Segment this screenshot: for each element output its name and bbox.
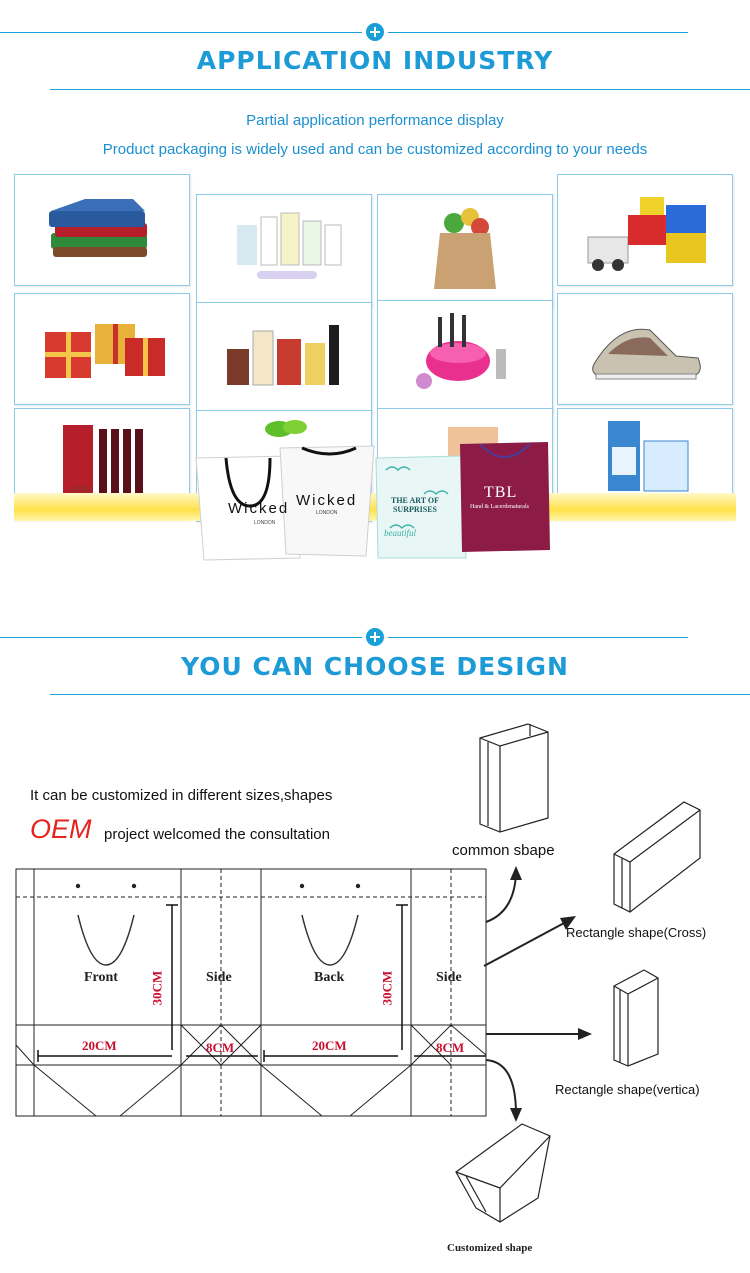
title-underline bbox=[50, 89, 750, 90]
top-rule-line-right bbox=[388, 32, 688, 33]
section-title-design: YOU CAN CHOOSE DESIGN bbox=[181, 652, 569, 681]
section-description: Product packaging is widely used and can be customized according to your needs bbox=[102, 141, 648, 158]
bag1-sub: LONDON bbox=[254, 520, 276, 526]
bag2-brand: Wicked bbox=[296, 492, 358, 509]
width-dimension-label: 20CM bbox=[312, 1038, 347, 1053]
grocery-bag-icon bbox=[378, 195, 553, 306]
plus-badge-icon bbox=[366, 628, 384, 646]
panel-label-front: Front bbox=[84, 970, 118, 985]
folded-clothes-icon bbox=[15, 175, 190, 286]
panel-label-back: Back bbox=[314, 970, 345, 985]
gift-boxes-icon bbox=[15, 294, 190, 405]
shape-caption-custom: Customized shape bbox=[447, 1242, 533, 1254]
bag3-script: beautiful bbox=[384, 528, 416, 538]
bag1-brand: Wicked bbox=[228, 500, 290, 517]
side-dimension-label: 8CM bbox=[436, 1040, 465, 1055]
application-tile bbox=[377, 194, 553, 306]
toy-blocks-icon bbox=[558, 175, 733, 286]
application-tile bbox=[196, 194, 372, 306]
application-tile bbox=[557, 174, 733, 286]
consultation-text: project welcomed the consultation bbox=[104, 826, 330, 843]
bag2-sub: LONDON bbox=[316, 510, 338, 516]
food-packages-icon bbox=[197, 303, 372, 414]
section2-underline bbox=[50, 694, 750, 695]
height-dimension-label: 30CM bbox=[379, 970, 395, 1006]
width-dimension-label: 20CM bbox=[82, 1038, 117, 1053]
application-tile bbox=[557, 293, 733, 405]
bag4-brand: TBL bbox=[484, 484, 518, 501]
section-title-application: APPLICATION INDUSTRY bbox=[196, 46, 554, 75]
panel-label-side: Side bbox=[436, 970, 462, 985]
bag4-sub: Hand & Lacerdenaturals bbox=[470, 504, 529, 510]
oem-label: OEM bbox=[30, 814, 92, 844]
application-tile bbox=[196, 302, 372, 414]
application-tile bbox=[14, 174, 190, 286]
application-tile bbox=[377, 300, 553, 412]
top-rule-line bbox=[0, 32, 362, 33]
side-dimension-label: 8CM bbox=[206, 1040, 235, 1055]
plus-badge-icon bbox=[366, 23, 384, 41]
cosmetic-bottles-icon bbox=[197, 195, 372, 306]
panel-label-side: Side bbox=[206, 970, 232, 985]
shape-caption-vertical: Rectangle shape(vertica) bbox=[555, 1082, 700, 1097]
shape-caption-common: common sbape bbox=[452, 842, 555, 859]
bag-dieline-diagram bbox=[0, 700, 750, 1273]
customize-text: It can be customized in different sizes,shapes bbox=[30, 787, 333, 804]
makeup-set-icon bbox=[378, 301, 553, 412]
section-subtitle: Partial application performance display bbox=[246, 112, 504, 129]
section2-rule-line-right bbox=[388, 637, 688, 638]
shape-caption-cross: Rectangle shape(Cross) bbox=[566, 925, 707, 940]
sneakers-icon bbox=[558, 294, 733, 405]
bag3-brand: THE ART OF SURPRISES bbox=[390, 496, 440, 514]
height-dimension-label: 30CM bbox=[149, 970, 165, 1006]
section2-rule-line bbox=[0, 637, 362, 638]
application-tile bbox=[14, 293, 190, 405]
